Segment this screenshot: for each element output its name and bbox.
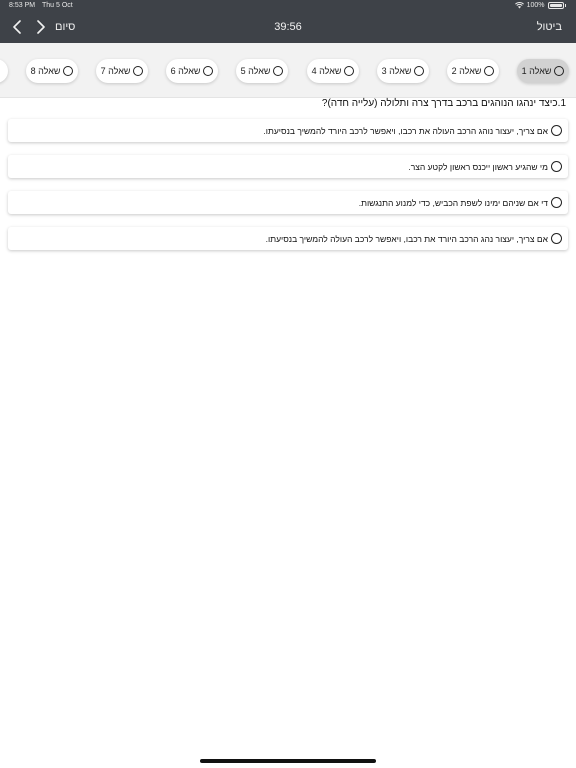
answer-option-1[interactable]	[8, 119, 568, 142]
timer-container	[0, 21, 576, 33]
question-text: 1.כיצד ינהגו הנוהגים ברכב בדרך צרה ותלולה (עלייה חדה)?	[321, 98, 566, 109]
tab-question-7[interactable]	[96, 59, 148, 83]
tab-label: שאלה 6	[170, 66, 201, 76]
tab-question-1[interactable]	[517, 59, 569, 83]
unanswered-circle-icon	[344, 66, 354, 76]
tab-label: שאלה 2	[451, 66, 482, 76]
unanswered-circle-icon	[203, 66, 213, 76]
tab-label: שאלה 1	[521, 66, 552, 76]
tab-question-2[interactable]	[447, 59, 499, 83]
tab-question-5[interactable]	[236, 59, 288, 83]
chevron-left-icon	[12, 20, 22, 34]
unanswered-circle-icon	[484, 66, 494, 76]
question-tab-bar	[0, 43, 576, 98]
finish-button[interactable]: סיום	[55, 21, 76, 33]
radio-button-icon[interactable]	[551, 233, 562, 244]
battery-tip	[565, 4, 567, 7]
answer-text: אם צריך, יעצור נהג הרכב היורד את רכבו, ויאפשר לרכב העולה להמשיך בנסיעתו.	[265, 233, 548, 244]
exam-timer: 39:56	[274, 21, 302, 33]
radio-button-icon[interactable]	[551, 161, 562, 172]
status-bar	[0, 0, 576, 12]
back-button[interactable]	[7, 17, 27, 37]
tab-label: שאלה 3	[381, 66, 412, 76]
unanswered-circle-icon	[273, 66, 283, 76]
answer-text: אם צריך, יעצור נוהג הרכב העולה את רכבו, ויאפשר לרכב היורד להמשיך בנסיעתו.	[263, 125, 548, 136]
home-indicator[interactable]	[200, 759, 376, 763]
tab-question-6[interactable]	[166, 59, 218, 83]
battery-icon	[548, 2, 564, 9]
unanswered-circle-icon	[414, 66, 424, 76]
tab-question-4[interactable]	[307, 59, 359, 83]
answer-option-3[interactable]	[8, 191, 568, 214]
tab-label: שאלה 7	[100, 66, 131, 76]
radio-button-icon[interactable]	[551, 197, 562, 208]
status-right	[515, 2, 566, 9]
tab-label: שאלה 8	[30, 66, 61, 76]
unanswered-circle-icon	[133, 66, 143, 76]
tab-question-8[interactable]	[26, 59, 78, 83]
tab-question-9-partial[interactable]	[0, 59, 8, 83]
tab-question-3[interactable]	[377, 59, 429, 83]
wifi-icon	[515, 2, 524, 9]
forward-button[interactable]	[31, 17, 51, 37]
answer-option-2[interactable]	[8, 155, 568, 178]
chevron-right-icon	[36, 20, 46, 34]
battery-percent: 100%	[526, 2, 545, 9]
unanswered-circle-icon	[63, 66, 73, 76]
answer-text: די אם שניהם ימינו לשפת הכביש, כדי למנוע התנגשות.	[358, 197, 548, 208]
cancel-button[interactable]: ביטול	[536, 21, 562, 33]
tab-label: שאלה 4	[311, 66, 342, 76]
status-date: Thu 5 Oct	[42, 2, 73, 9]
answer-text: מי שהגיע ראשון ייכנס ראשון לקטע הצר.	[408, 161, 548, 172]
answer-option-4[interactable]	[8, 227, 568, 250]
tab-label: שאלה 5	[240, 66, 271, 76]
status-time: 8:53 PM	[9, 2, 36, 9]
unanswered-circle-icon	[554, 66, 564, 76]
radio-button-icon[interactable]	[551, 125, 562, 136]
navigation-bar	[0, 12, 576, 43]
